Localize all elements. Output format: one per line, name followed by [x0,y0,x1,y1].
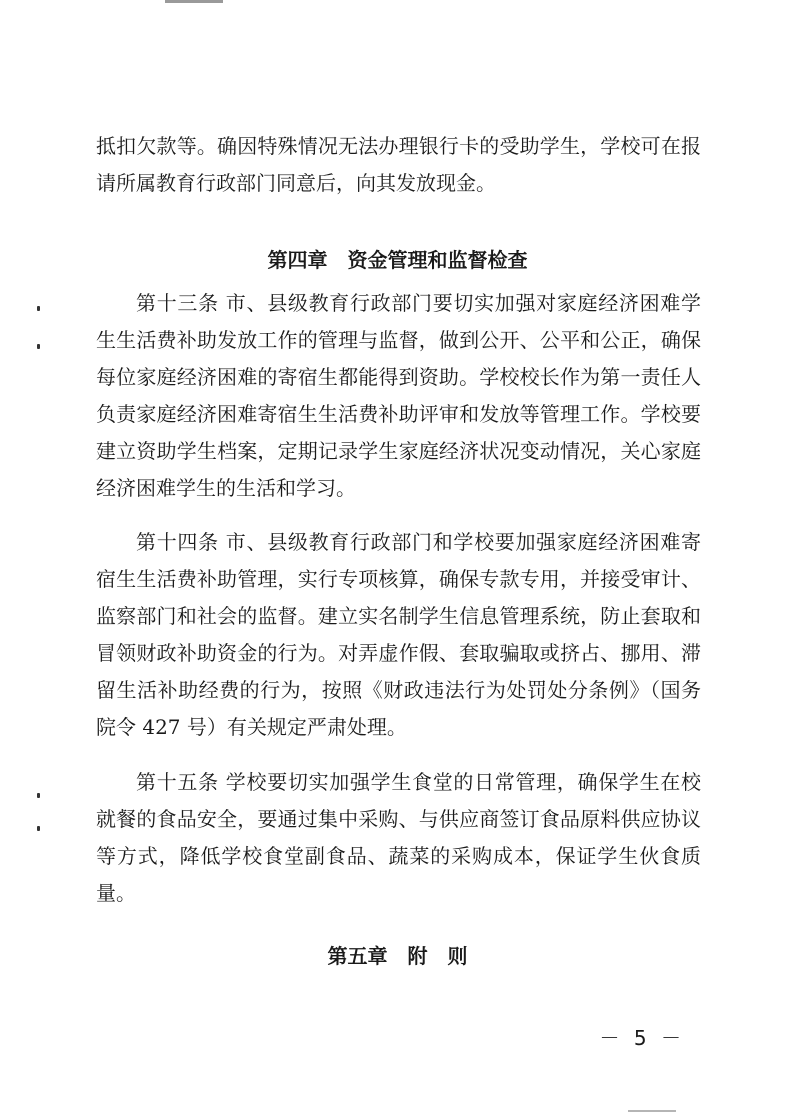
chapter-four-heading: 第四章 资金管理和监督检查 [267,248,528,272]
scan-edge-mark [628,1110,676,1112]
scan-speck [37,306,40,311]
continuation-paragraph: 抵扣欠款等。确因特殊情况无法办理银行卡的受助学生，学校可在报请所属教育行政部门同意后，向其发放现金。 [96,134,701,195]
article-13-paragraph: 第十三条 市、县级教育行政部门要切实加强对家庭经济困难学生生活费补助发放工作的管理与监督，做到公开、公平和公正，确保每位家庭经济困难的寄宿生都能得到资助。学校校长作为第一责任人负责家庭经济困难寄宿生生活费补助评审和发放等管理工作。学校要建立资助学生档案，定期记录学生家庭经济状况变动情况，关心家庭经济困难学生的生活和学习。 [96,291,701,500]
scan-edge-mark [165,0,223,3]
article-15-paragraph: 第十五条 学校要切实加强学生食堂的日常管理，确保学生在校就餐的食品安全，要通过集中采购、与供应商签订食品原料供应协议等方式，降低学校食堂副食品、蔬菜的采购成本，保证学生伙食质量。 [96,770,701,905]
article-14-paragraph: 第十四条 市、县级教育行政部门和学校要加强家庭经济困难寄宿生生活费补助管理，实行专项核算，确保专款专用，并接受审计、监察部门和社会的监督。建立实名制学生信息管理系统，防止套取和冒领财政补助资金的行为。对弄虚作假、套取骗取或挤占、挪用、滞留生活补助经费的行为，按照《财政违法行为处罚处分条例》（国务院令 427 号）有关规定严肃处理。 [96,530,701,739]
scan-speck [37,826,40,831]
scan-speck [37,793,40,798]
chapter-five-heading: 第五章 附 则 [327,944,468,968]
page-number: － 5 － [599,1026,685,1050]
scan-speck [37,344,40,349]
